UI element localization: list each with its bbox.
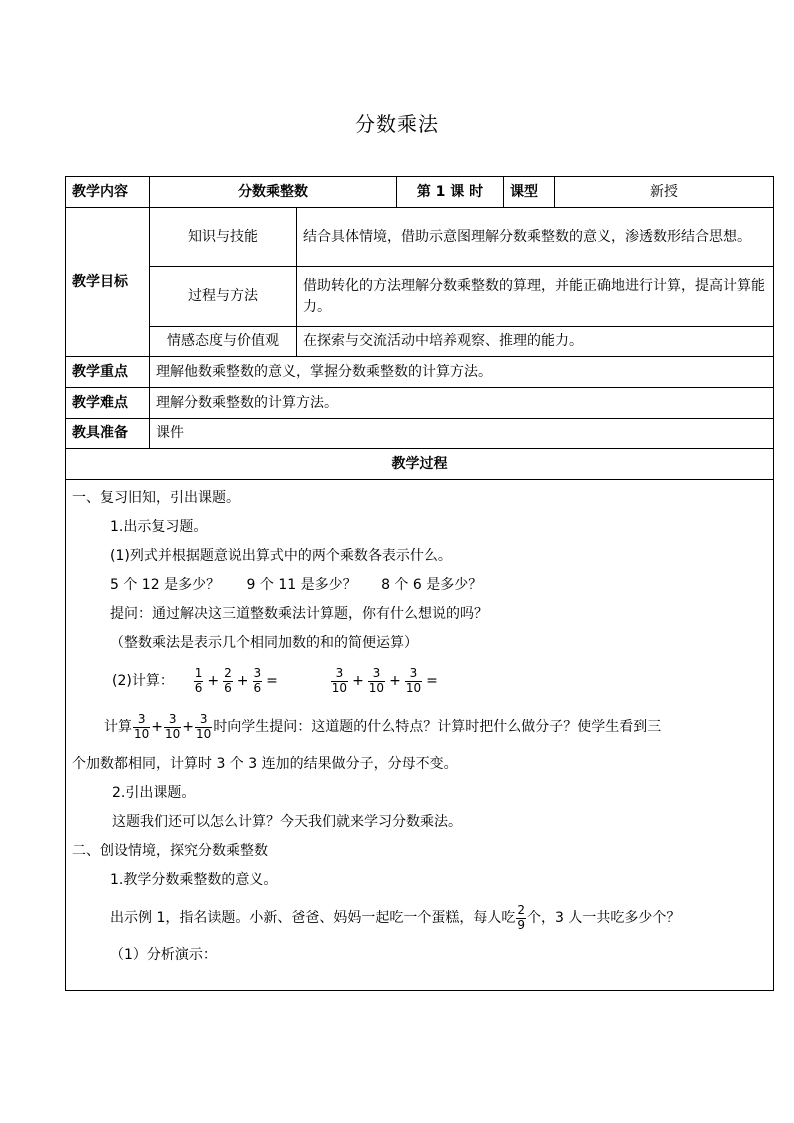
goal-text: 在探索与交流活动中培养观察、推理的能力。 — [297, 327, 774, 357]
question-2-label: (2)计算： — [112, 673, 174, 689]
section-1-title: 一、复习旧知，引出课题。 — [72, 490, 240, 506]
goal-text: 结合具体情境，借助示意图理解分数乘整数的意义，渗透数形结合思想。 — [297, 208, 774, 267]
goals-label: 教学目标 — [66, 208, 150, 357]
question-1a: 5 个 12 是多少？ — [110, 577, 221, 593]
difficulty-text: 理解分数乘整数的计算方法。 — [150, 388, 774, 419]
process-heading: 教学过程 — [66, 449, 774, 480]
fraction-3-10: $\frac{3}{10}$ — [405, 666, 422, 695]
type-label: 课型 — [504, 177, 555, 208]
difficulty-label: 教学难点 — [66, 388, 150, 419]
fraction-3-10: $\frac{3}{10}$ — [196, 712, 212, 741]
fraction-3-10: $\frac{3}{10}$ — [134, 712, 150, 741]
fraction-3-10: $\frac{3}{10}$ — [165, 712, 181, 741]
process-body — [66, 480, 774, 991]
fraction-3-10: $\frac{3}{10}$ — [331, 666, 348, 695]
fraction-2-6: $\frac{2}{6}$ — [224, 666, 232, 695]
step-1-1: 1.出示复习题。 — [110, 519, 208, 535]
goal-row — [66, 327, 774, 357]
step-2-1: 1.教学分数乘整数的意义。 — [110, 872, 278, 888]
step-1-2: 2.引出课题。 — [112, 785, 196, 801]
goal-row — [66, 267, 774, 327]
type-value: 新授 — [555, 177, 774, 208]
fraction-2-9: $\frac{2}{9}$ — [517, 903, 525, 932]
question-1: (1)列式并根据题意说出算式中的两个乘数各表示什么。 — [110, 548, 452, 564]
materials-row — [66, 419, 774, 449]
ask-text: 提问：通过解决这三道整数乘法计算题，你有什么想说的吗？ — [110, 606, 488, 622]
question-2: (2)计算： $\frac{1}{6}$ + $\frac{2}{6}$ + $\frac{3}{6}$ = $\frac{3}{10}$ + $\frac{3}{10}$ + $\frac{3}{10}$ = — [112, 666, 438, 695]
fraction-3-10: $\frac{3}{10}$ — [368, 666, 385, 695]
fraction-3-6: $\frac{3}{6}$ — [253, 666, 262, 695]
example-1: 出示例 1，指名读题。小新、爸爸、妈妈一起吃一个蛋糕，每人吃 $\frac{2}{9}$ 个，3 人一共吃多少个？ — [110, 903, 681, 932]
note-text: （整数乘法是表示几个相同加数的和的简便运算） — [110, 635, 418, 651]
materials-text: 课件 — [150, 419, 774, 449]
goal-dimension: 知识与技能 — [150, 208, 297, 267]
step-1-2-text: 这题我们还可以怎么计算？今天我们就来学习分数乘法。 — [112, 814, 462, 830]
goal-dimension: 情感态度与价值观 — [150, 327, 297, 357]
step-2-analysis: （1）分析演示： — [110, 947, 217, 963]
process-body-row — [66, 480, 774, 991]
question-1b: 9 个 11 是多少？ — [246, 577, 357, 593]
difficulty-row — [66, 388, 774, 419]
header-row — [66, 177, 774, 208]
process-heading-row — [66, 449, 774, 480]
content-label: 教学内容 — [66, 177, 150, 208]
materials-label: 教具准备 — [66, 419, 150, 449]
lesson-number: 第 1 课 时 — [397, 177, 504, 208]
calc-explanation-cont: 个加数都相同，计算时 3 个 3 连加的结果做分子，分母不变。 — [72, 756, 458, 772]
question-1c: 8 个 6 是多少？ — [381, 577, 483, 593]
key-point-row — [66, 357, 774, 388]
key-point-text: 理解他数乘整数的意义，掌握分数乘整数的计算方法。 — [150, 357, 774, 388]
question-1-items — [72, 571, 767, 600]
goal-row — [66, 208, 774, 267]
content-value: 分数乘整数 — [150, 177, 397, 208]
key-point-label: 教学重点 — [66, 357, 150, 388]
calc-explanation: 计算 $\frac{3}{10}$ + $\frac{3}{10}$ + $\frac{3}{10}$ 时向学生提问：这道题的什么特点？计算时把什么做分子？使学生看到三 — [104, 712, 662, 741]
page-title: 分数乘法 — [355, 112, 439, 136]
fraction-1-6: $\frac{1}{6}$ — [194, 666, 203, 695]
goal-dimension: 过程与方法 — [150, 267, 297, 327]
lesson-plan-table — [65, 176, 774, 991]
section-2-title: 二、创设情境，探究分数乘整数 — [72, 843, 268, 859]
goal-text: 借助转化的方法理解分数乘整数的算理，并能正确地进行计算，提高计算能力。 — [297, 267, 774, 327]
